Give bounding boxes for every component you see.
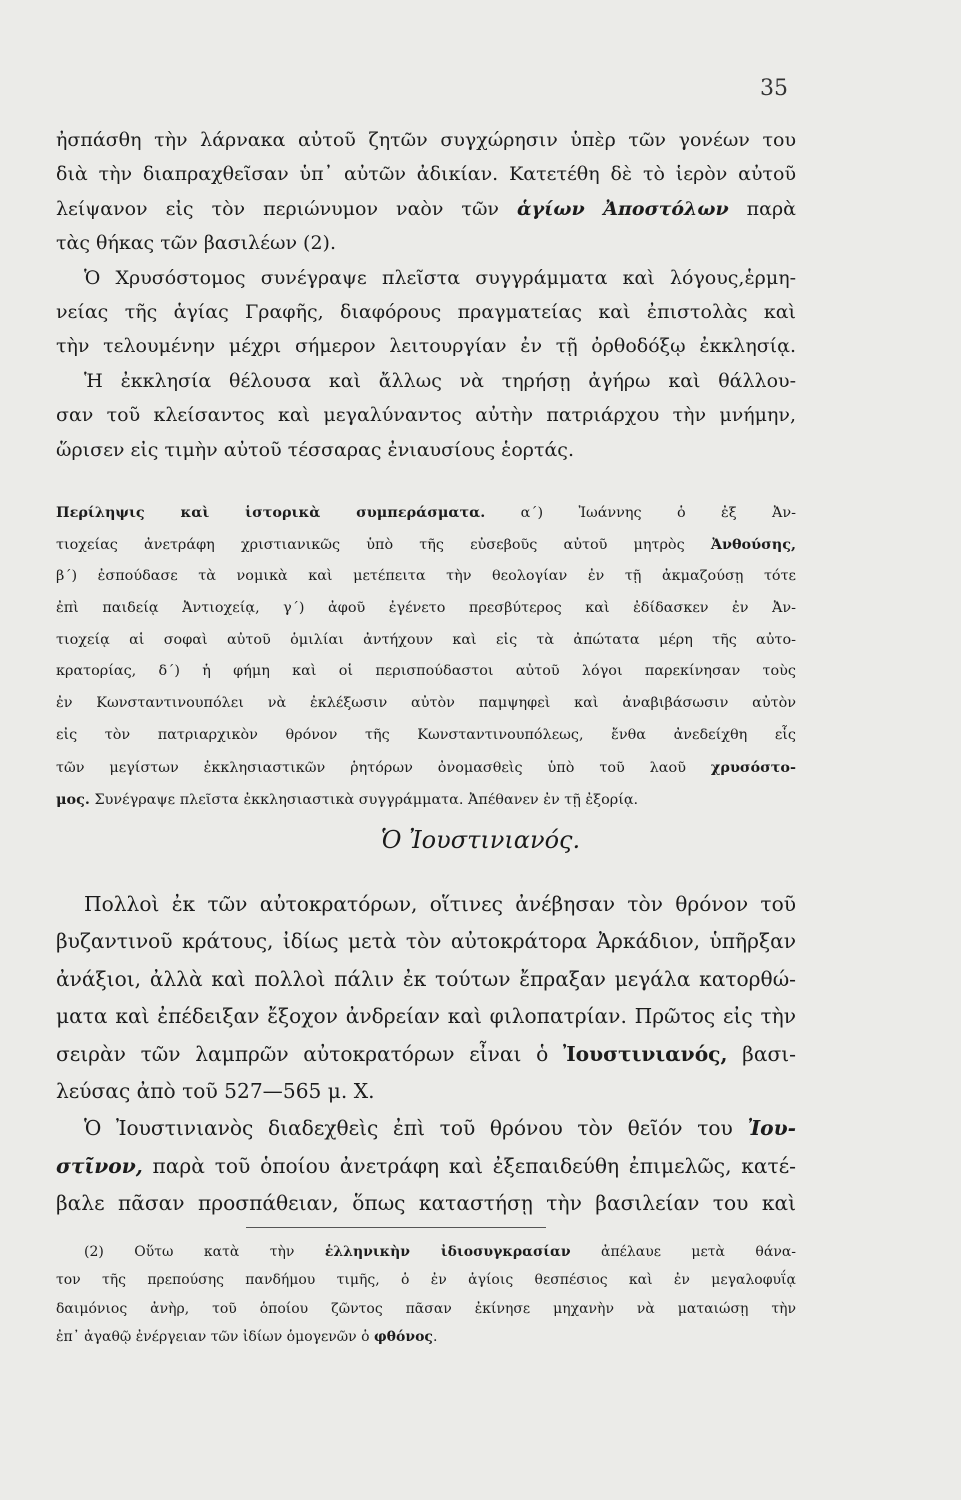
text-line: Πολλοὶ ἐκ τῶν αὐτοκρατόρων, οἵτινες ἀνέβησαν τὸν θρόνον τοῦ bbox=[84, 892, 796, 916]
summary-line: ἐν Κωνσταντινουπόλει νὰ ἐκλέξωσιν αὐτὸν παμψηφεὶ καὶ ἀναβιβάσωσιν αὐτὸν bbox=[56, 695, 796, 712]
text-line: Ὁ Ἰουστινιανὸς διαδεχθεὶς ἐπὶ τοῦ θρόνου τὸν θεῖόν του Ἰου- bbox=[84, 1116, 796, 1141]
footnote-divider bbox=[246, 1227, 546, 1228]
page-number: 35 bbox=[760, 76, 788, 101]
summary-line: τιοχείας ἀνετράφη χριστιανικῶς ὑπὸ τῆς εὐσεβοῦς αὐτοῦ μητρὸς Ἀνθούσης, bbox=[56, 535, 796, 553]
text-line: ματα καὶ ἐπέδειξαν ἔξοχον ἀνδρείαν καὶ φιλοπατρίαν. Πρῶτος εἰς τὴν bbox=[56, 1004, 796, 1029]
text-line: σειρὰν τῶν λαμπρῶν αὐτοκρατόρων εἶναι ὁ Ἰουστινιανός, βασι- bbox=[56, 1041, 796, 1066]
emphasis-holy-apostles: ἁγίων Ἀποστόλων bbox=[517, 197, 729, 220]
footnote-line: δαιμόνιος ἀνὴρ, τοῦ ὁποίου ζῶντος πᾶσαν ἐκίνησε μηχανὴν νὰ ματαιώσῃ τὴν bbox=[56, 1300, 796, 1317]
section-justinian-text bbox=[56, 886, 796, 1223]
text-line: τὰς θήκας τῶν βασιλέων (2). bbox=[56, 232, 336, 255]
footnote bbox=[56, 1238, 796, 1351]
section-heading: Ὁ Ἰουστινιανός. bbox=[380, 826, 581, 854]
footnote-line: (2) Οὕτω κατὰ τὴν ἑλληνικὴν ἰδιοσυγκρασίαν ἀπέλαυε μετὰ θάνα- bbox=[84, 1244, 797, 1260]
text-line: σαν τοῦ κλείσαντος καὶ μεγαλύναντος αὐτὴν πατριάρχου τὴν μνήμην, bbox=[56, 404, 796, 427]
text-line: Ὁ Χρυσόστομος συνέγραψε πλεῖστα συγγράμματα καὶ λόγους,ἑρμη- bbox=[84, 266, 796, 289]
summary-title: Περίληψις καὶ ἱστορικὰ συμπεράσματα. bbox=[56, 504, 486, 521]
text-line: στῖνον, παρὰ τοῦ ὁποίου ἀνετράφη καὶ ἐξεπαιδεύθη ἐπιμελῶς, κατέ- bbox=[56, 1153, 796, 1178]
text-line: Ἡ ἐκκλησία θέλουσα καὶ ἄλλως νὰ τηρήσῃ ἀγήρω καὶ θάλλου- bbox=[84, 369, 796, 392]
footnote-line: τον τῆς πρεπούσης πανδήμου τιμῆς, ὁ ἐν ἁγίοις θεσπέσιος καὶ ἐν μεγαλοφυΐᾳ bbox=[56, 1272, 796, 1289]
summary-line: μος. Συνέγραψε πλεῖστα ἐκκλησιαστικὰ συγγράμματα. Ἀπέθανεν ἐν τῇ ἐξορίᾳ. bbox=[56, 791, 639, 809]
summary-line: εἰς τὸν πατριαρχικὸν θρόνον τῆς Κωνσταντινουπόλεως, ἔνθα ἀνεδείχθη εἷς bbox=[56, 727, 796, 744]
text-line: νείας τῆς ἁγίας Γραφῆς, διαφόρους πραγματείας καὶ ἐπιστολὰς καὶ bbox=[56, 300, 796, 323]
summary-line: ἐπὶ παιδείᾳ Ἀντιοχείᾳ, γ΄) ἀφοῦ ἐγένετο πρεσβύτερος καὶ ἐδίδασκεν ἐν Ἀν- bbox=[56, 599, 796, 616]
text-line: διὰ τὴν διαπραχθεῖσαν ὑπ᾽ αὐτῶν ἀδικίαν. Κατετέθη δὲ τὸ ἱερὸν αὐτοῦ bbox=[56, 163, 796, 186]
text-line: ἠσπάσθη τὴν λάρνακα αὐτοῦ ζητῶν συγχώρησιν ὑπὲρ τῶν γονέων του bbox=[56, 129, 796, 151]
text-line: λεύσας ἀπὸ τοῦ 527—565 μ. Χ. bbox=[56, 1078, 375, 1103]
section-chrysostom-text bbox=[56, 123, 796, 467]
summary-line: Περίληψις καὶ ἱστορικὰ συμπεράσματα. α΄) Ἰωάννης ὁ ἐξ Ἀν- bbox=[56, 504, 797, 521]
text-line: λείψανον εἰς τὸν περιώνυμον ναὸν τῶν ἁγίων Ἀποστόλων παρὰ bbox=[56, 197, 796, 220]
summary-line: τῶν μεγίστων ἐκκλησιαστικῶν ῥητόρων ὀνομασθεὶς ὑπὸ τοῦ λαοῦ χρυσόστο- bbox=[56, 759, 796, 777]
summary-line: κρατορίας, δ΄) ἡ φήμη καὶ οἱ περισπούδαστοι αὐτοῦ λόγοι παρεκίνησαν τοὺς bbox=[56, 663, 796, 680]
text-line: βυζαντινοῦ κράτους, ἰδίως μετὰ τὸν αὐτοκράτορα Ἀρκάδιον, ὑπῆρξαν bbox=[56, 929, 796, 954]
text-line: ὥρισεν εἰς τιμὴν αὐτοῦ τέσσαρας ἐνιαυσίους ἑορτάς. bbox=[56, 438, 574, 461]
footnote-line: ἐπ᾽ ἀγαθῷ ἐνέργειαν τῶν ἰδίων ὁμογενῶν ὁ φθόνος. bbox=[56, 1328, 438, 1345]
text-line: βαλε πᾶσαν προσπάθειαν, ὅπως καταστήσῃ τὴν βασιλείαν του καὶ bbox=[56, 1191, 796, 1216]
summary-line: β΄) ἐσπούδασε τὰ νομικὰ καὶ μετέπειτα τὴν θεολογίαν ἐν τῇ ἀκμαζούσῃ τότε bbox=[56, 567, 796, 584]
summary-block bbox=[56, 497, 796, 816]
emphasis-justinian: Ἰουστινιανός, bbox=[562, 1041, 728, 1066]
text-line: ἀνάξιοι, ἀλλὰ καὶ πολλοὶ πάλιν ἐκ τούτων ἔπραξαν μεγάλα κατορθώ- bbox=[56, 966, 796, 991]
text-line: τὴν τελουμένην μέχρι σήμερον λειτουργίαν ἐν τῇ ὀρθοδόξῳ ἐκκλησίᾳ. bbox=[56, 335, 796, 358]
summary-line: τιοχείᾳ αἱ σοφαὶ αὐτοῦ ὁμιλίαι ἀντήχουν καὶ εἰς τὰ ἀπώτατα μέρη τῆς αὐτο- bbox=[56, 631, 796, 648]
